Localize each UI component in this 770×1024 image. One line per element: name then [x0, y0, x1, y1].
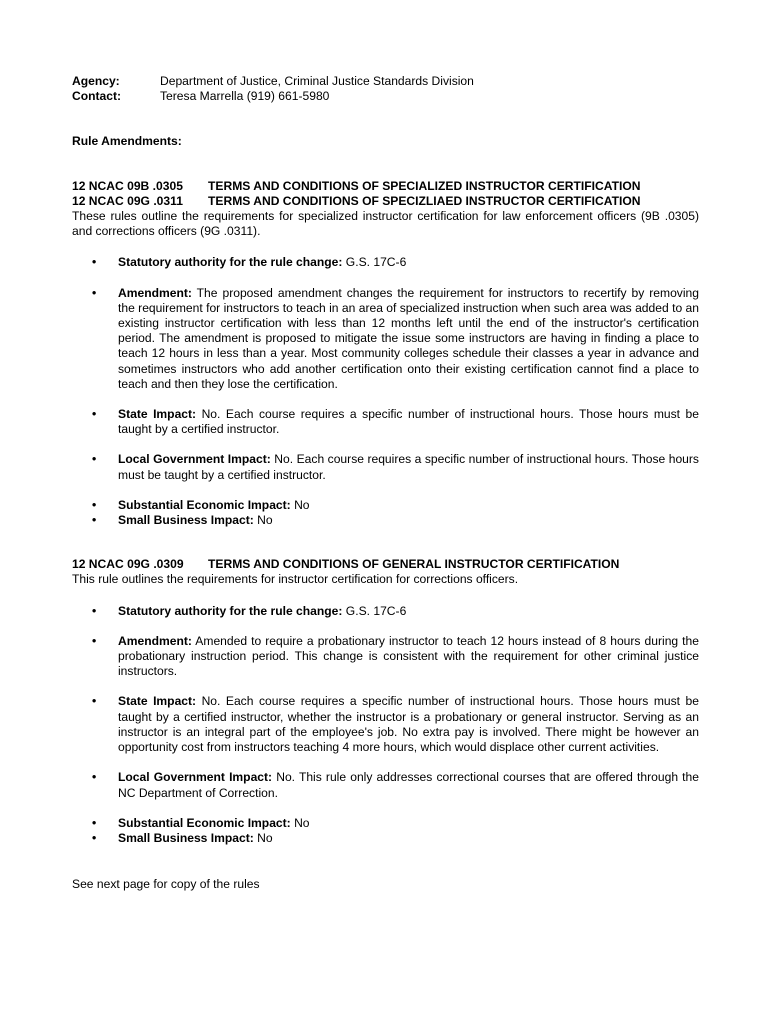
rule-title: TERMS AND CONDITIONS OF SPECIALIZED INSTRUCTOR CERTIFICATION [208, 178, 641, 193]
rule-amendments-heading: Rule Amendments: [72, 134, 182, 149]
rule-header [72, 557, 699, 572]
item-text: No [253, 830, 273, 845]
item-label: State Impact: [118, 694, 197, 709]
item-text: No. Each course requires a specific number of instructional hours. Those hours must be taught by a certified instructor. [118, 452, 699, 482]
item-text: No [290, 815, 310, 830]
agency-label: Agency: [72, 74, 120, 88]
section-specialized-instructor [72, 179, 699, 529]
item-label: Statutory authority for the rule change: [118, 255, 343, 270]
document-page [72, 74, 699, 892]
list-item [72, 816, 699, 831]
section-description: This rule outlines the requirements for instructor certification for corrections officers. [72, 572, 519, 587]
contact-label: Contact: [72, 89, 122, 104]
section-general-instructor [72, 557, 699, 846]
item-label: Small Business Impact: [118, 830, 254, 845]
item-label: State Impact: [118, 407, 197, 422]
list-item [72, 634, 699, 680]
item-label: Local Government Impact: [118, 452, 271, 467]
list-item [72, 770, 699, 800]
list-item [72, 255, 699, 270]
item-label: Small Business Impact: [118, 513, 254, 528]
item-label: Substantial Economic Impact: [118, 815, 291, 830]
item-text: No. Each course requires a specific number of instructional hours. Those hours must be taught by a certified instructor, whether the instructor is a probationary or general instructor. Serving as an instructor is an integral part of the employee's job. No extra pay is involved. There might be however an opportunity cost from instructors teaching 4 more hours, which would displace other current activities. [118, 694, 699, 755]
rule-title: TERMS AND CONDITIONS OF GENERAL INSTRUCTOR CERTIFICATION [208, 557, 620, 572]
list-item [72, 452, 699, 482]
agency-value: Department of Justice, Criminal Justice Standards Division [160, 74, 474, 88]
rule-code: 12 NCAC 09G .0309 [72, 557, 184, 572]
rule-header [72, 179, 699, 194]
rule-header [72, 194, 699, 209]
header-meta [72, 74, 699, 104]
list-item [72, 286, 699, 392]
list-item [72, 513, 699, 528]
item-text: The proposed amendment changes the requirement for instructors to recertify by removing the requirement for instructors to teach in an area of specialized instruction when such area was added to an existing instructor certification with less than 12 months left until the end of the instructor's certification period. The amendment is proposed to mitigate the issue some instructors are having in finding a place to teach 12 hours in less than a year. Most community colleges schedule their classes a year in advance and sometimes instructors who add another certification onto their existing certification cannot find a place to teach and then they lose the certification. [118, 285, 699, 391]
item-label: Amendment: [118, 633, 192, 648]
item-label: Substantial Economic Impact: [118, 497, 291, 512]
item-text: Amended to require a probationary instructor to teach 12 hours instead of 8 hours during the probationary instruction period. This change is consistent with the requirement for other criminal justice instructors. [118, 633, 699, 679]
list-item [72, 407, 699, 437]
impact-list [72, 255, 699, 528]
list-item [72, 604, 699, 619]
item-label: Local Government Impact: [118, 770, 273, 785]
impact-list [72, 604, 699, 846]
rule-code: 12 NCAC 09B .0305 [72, 178, 183, 193]
item-label: Statutory authority for the rule change: [118, 603, 343, 618]
item-label: Amendment: [118, 285, 192, 300]
contact-value: Teresa Marrella (919) 661-5980 [160, 89, 330, 104]
section-description: These rules outline the requirements for specialized instructor certification for law enforcement officers (9B .0305) and corrections officers (9G .0311). [72, 209, 699, 239]
item-text: No [253, 513, 273, 528]
item-text: No [290, 497, 310, 512]
item-text: G.S. 17C-6 [342, 255, 407, 270]
item-text: No. Each course requires a specific number of instructional hours. Those hours must be taught by a certified instructor. [118, 407, 699, 437]
list-item [72, 831, 699, 846]
footer-note: See next page for copy of the rules [72, 877, 260, 892]
list-item [72, 694, 699, 755]
item-text: No. This rule only addresses correctional courses that are offered through the NC Department of Correction. [118, 770, 699, 800]
rule-code: 12 NCAC 09G .0311 [72, 193, 183, 208]
item-text: G.S. 17C-6 [342, 603, 407, 618]
rule-title: TERMS AND CONDITIONS OF SPECIZLIAED INSTRUCTOR CERTIFICATION [208, 193, 641, 208]
list-item [72, 498, 699, 513]
